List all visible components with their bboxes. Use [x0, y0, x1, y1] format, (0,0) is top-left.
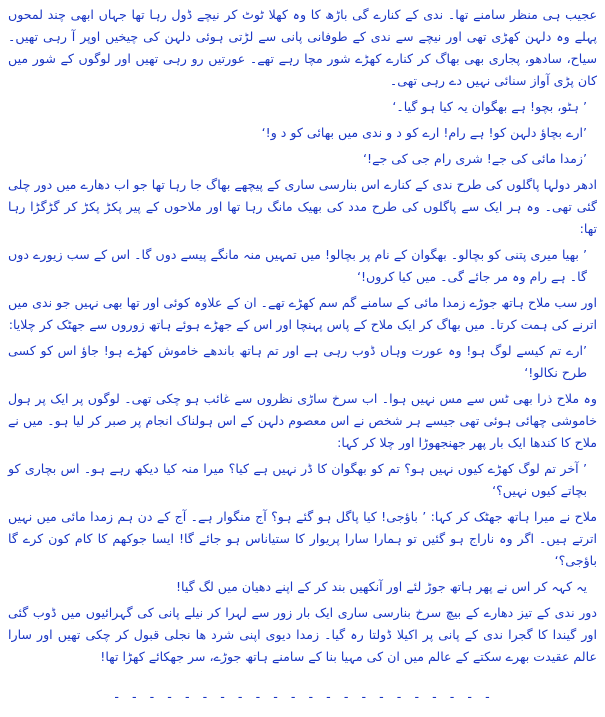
quote-line: ’زمدا مائی کی جے! شری رام جی کی جے!‘ [363, 151, 587, 166]
quote-line: ’ارے بچاؤ دلہن کو! ہے رام! ارے کو د و ندی میں بھائی کو د و!‘ [261, 125, 587, 140]
paragraph-prayer: یہ کہہ کر اس نے پھر ہاتھ جوڑ لئے اور آنکھیں بند کر کے اپنے دھیان میں لگ گیا! [175, 579, 587, 594]
paragraph-boatmen: اور سب ملاح ہاتھ جوڑے زمدا مائی کے سامنے گم سم کھڑے تھے۔ ان کے علاوہ کوئی اور تھا بھی نہیں جو ندی میں اترنے کی ہمت کرتا۔ میں بھاگ کر ایک ملاح کے پاس پہنچا اور اس کے جھڑے ہوئے ہاتھ زوروں سے جھٹک کر چلایا: [8, 295, 597, 332]
quote-line: ’ ہٹو، بچو! ہے بھگوان یہ کیا ہو گیا۔‘ [392, 99, 587, 114]
quote-line: ’ارے تم کیسے لوگ ہو! وہ عورت وہاں ڈوب رہی ہے اور تم ہاتھ باندھے خاموش کھڑے ہو! جاؤ اس کو کسی طرح نکالو!‘ [8, 343, 587, 380]
story-text [8, 4, 597, 672]
quote-line: ’ بھیا میری پتنی کو بچالو۔ بھگوان کے نام پر بچالو! میں تمہیں منہ مانگے پیسے دوں گا۔ اس کے سب زیورے دوں گا۔ ہے رام وہ مر جائے گی۔ میں کیا کروں!‘ [8, 247, 587, 284]
paragraph-groom: ادھر دولہا پاگلوں کی طرح ندی کے کنارے اس بنارسی ساری کے پیچھے بھاگ جا رہا تھا جو اب دھارے میں دور چلی گئی تھی۔ وہ ہر ایک سے پاگلوں کی طرح مدد کی بھیک مانگ رہا تھا اور ملاحوں کے پیر پکڑ پکڑ کر گڑگڑا رہا تھا: [8, 177, 597, 236]
quote-line: ’ آخر تم لوگ کھڑے کیوں نہیں ہو؟ تم کو بھگوان کا ڈر نہیں ہے کیا؟ میرا منہ کیا دیکھ رہے ہو۔ اس بچاری کو بچاتے کیوں نہیں؟‘ [8, 461, 587, 498]
paragraph-boatman-reply: ملاح نے میرا ہاتھ جھٹک کر کہا: ’ باؤجی! کیا پاگل ہو گئے ہو؟ آج منگوار ہے۔ آج کے دن ہم زمدا مائی میں نہیں اترتے ہیں۔ اگر وہ ناراج ہو گئیں تو ہمارا سارا پریوار کا ستیاناس ہو جائے گا! ایسا جوکھم کا کام کون کرے گا باؤجی؟‘ [8, 509, 597, 568]
paragraph-silence: وہ ملاح ذرا بھی ٹس سے مس نہیں ہوا۔ اب سرخ ساڑی نظروں سے غائب ہو چکی تھی۔ لوگوں پر ایک پر ہول خاموشی چھائی ہوئی تھی جیسے ہر شخص نے اس معصوم دلہن کے اس ہولناک انجام پر صبر کر لیا ہو۔ میں نے ملاح کا کندھا ایک بار پھر جھنجھوڑا اور چلا کر کہا: [8, 391, 597, 450]
paragraph-opening: عجیب ہی منظر سامنے تھا۔ ندی کے کنارے گی باڑھ کا وہ کھلا ٹوٹ کر نیچے ڈول رہا تھا جہاں ابھی چند لمحوں پہلے وہ دلہن کھڑی تھی اور نیچے سے ندی کے طوفانی پانی سے لڑتی ہوئی دلہن کی چیخیں اوپر آ رہی تھیں۔ سیاح، سادھو، پجاری بھی بھاگ کر کنارے کھڑے شور مچا رہے تھے۔ عورتیں رو رہی تھیں اور لوگوں کے شور میں کان پڑی آواز سنائی نہیں دے رہی تھی۔ [8, 7, 597, 88]
section-separator: - - - - - - - - - - - - - - - - - - - - - - [112, 690, 493, 705]
paragraph-closing: دور ندی کے تیز دھارے کے بیچ سرخ بنارسی ساری ایک بار زور سے لہرا کر نیلے پانی کی گہرائیوں میں ڈوب گئی اور گیندا کا گجرا ندی کے پانی پر اکیلا ڈولتا رہ گیا۔ زمدا دیوی اپنی شرد ھا نجلی قبول کر چکی تھیں اور سارا عالم عقیدت بھرے سکتے کے عالم میں ان کی مہیا بنا کے سامنے ہاتھ جوڑے، سر جھکائے کھڑا تھا! [8, 605, 597, 664]
